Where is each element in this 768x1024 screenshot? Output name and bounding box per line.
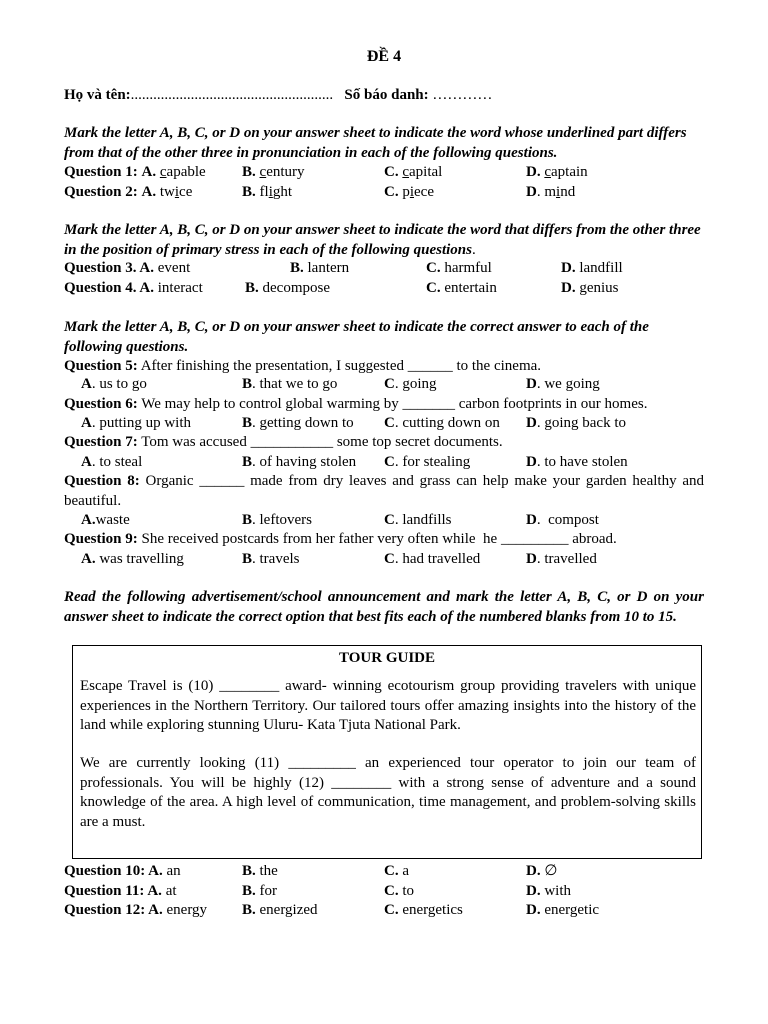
tour-guide-box [72,645,702,859]
question-9: Question 9: She received postcards from her father very often while he _________ abroad. [64,531,617,547]
q9-option-c: C. had travelled [384,551,481,567]
q6-option-d: D. going back to [526,415,626,431]
q12-option-d: D. energetic [526,902,600,918]
q1-option-b: B. century [242,164,305,180]
q9-option-d: D. travelled [526,551,597,567]
question-6: Question 6: We may help to control global warming by _______ carbon footprints in our homes. [64,396,648,412]
question-10: Question 10: A. an [64,863,181,879]
q2-option-a: twice [159,184,193,200]
q8-option-d: D. compost [526,512,599,528]
q4-option-d: D. genius [561,280,619,296]
q8-option-a: A.waste [81,512,130,528]
q10-option-b: B. the [242,863,278,879]
q11-option-b: B. for [242,883,278,899]
q12-option-c: C. energetics [384,902,463,918]
name-dots: ...................................................... [130,87,334,103]
q2-option-b: B. flight [242,184,293,200]
q2-label: Question 2: [64,184,138,200]
q4-option-b: B. decompose [245,280,330,296]
q5-option-d: D. we going [526,376,600,392]
q7-option-b: B. of having stolen [242,454,357,470]
q3-option-c: C. harmful [426,260,492,276]
question-1: Question 1: A. capable [64,164,206,180]
exam-title: ĐỀ 4 [366,48,402,65]
q9-option-a: A. was travelling [81,551,184,567]
section3-instruction: Mark the letter A, B, C, or D on your answer sheet to indicate the correct answer to each of the following questions. [64,319,649,355]
question-8: Question 8: Organic ______ made from dry leaves and grass can help make your garden healthy and beautiful. [64,473,704,509]
q1-option-c: C. capital [384,164,443,180]
section4-instruction: Read the following advertisement/school announcement and mark the letter A, B, C, or D on your answer sheet to indicate the correct option that best fits each of the numbered blanks from 10 to 15. [64,589,704,625]
q2-option-c: C. piece [384,184,434,200]
q6-option-c: C. cutting down on [384,415,500,431]
q10-option-d: D. ∅ [526,863,558,879]
q1-option-d: D. captain [526,164,588,180]
q2-option-d: D. mind [526,184,576,200]
q6-option-b: B. getting down to [242,415,354,431]
q5-option-c: C. going [384,376,437,392]
question-4: Question 4. A. interact [64,280,203,296]
q5-option-a: A. us to go [81,376,147,392]
q3-option-d: D. landfill [561,260,623,276]
q5-option-b: B. that we to go [242,376,338,392]
section1-instruction: Mark the letter A, B, C, or D on your answer sheet to indicate the word whose underlined part differs from that of the other three in pronunciation in each of the following questions. [64,125,687,161]
box-title: TOUR GUIDE [339,650,435,666]
question-5: Question 5: After finishing the presentation, I suggested ______ to the cinema. [64,358,542,374]
q11-option-d: D. with [526,883,572,899]
question-7: Question 7: Tom was accused ___________ some top secret documents. [64,434,503,450]
question-3: Question 3. A. event [64,260,191,276]
q12-option-b: B. energized [242,902,318,918]
passage-paragraph-2: We are currently looking (11) _________ an experienced tour operator to join our team of professionals. You will be highly (12) ________ with a strong sense of adventure and a sound knowledge of the area. A high level of communication, time management, and problem-solving skills are a must. [80,755,696,830]
name-label: Họ và tên: [64,87,131,103]
question-12: Question 12: A. energy [64,902,208,918]
student-info-line [64,86,492,106]
q8-option-b: B. leftovers [242,512,312,528]
question-11: Question 11: A. at [64,883,177,899]
q8-option-c: C. landfills [384,512,452,528]
sbd-label: Số báo danh: [344,87,429,103]
q1-label: Question 1: [64,164,138,180]
passage-paragraph-1: Escape Travel is (10) ________ award- winning ecotourism group providing travelers with unique experiences in the Northern Territory. Our tailored tours offer amazing insights into the history of the land while exploring stunning Uluru- Kata Tjuta National Park. [80,678,696,733]
q3-option-b: B. lantern [290,260,350,276]
q10-option-c: C. a [384,863,410,879]
sbd-dots: ………… [428,87,493,103]
section2-instruction: Mark the letter A, B, C, or D on your answer sheet to indicate the word that differs from the other three in the position of primary stress in each of the following questions. [64,222,701,258]
q7-option-d: D. to have stolen [526,454,628,470]
question-2: Question 2: A. twice [64,184,193,200]
q6-option-a: A. putting up with [81,415,192,431]
q4-option-c: C. entertain [426,280,497,296]
q7-option-c: C. for stealing [384,454,471,470]
q9-option-b: B. travels [242,551,300,567]
q11-option-c: C. to [384,883,415,899]
q7-option-a: A. to steal [81,454,143,470]
q1-option-a: capable [159,164,206,180]
